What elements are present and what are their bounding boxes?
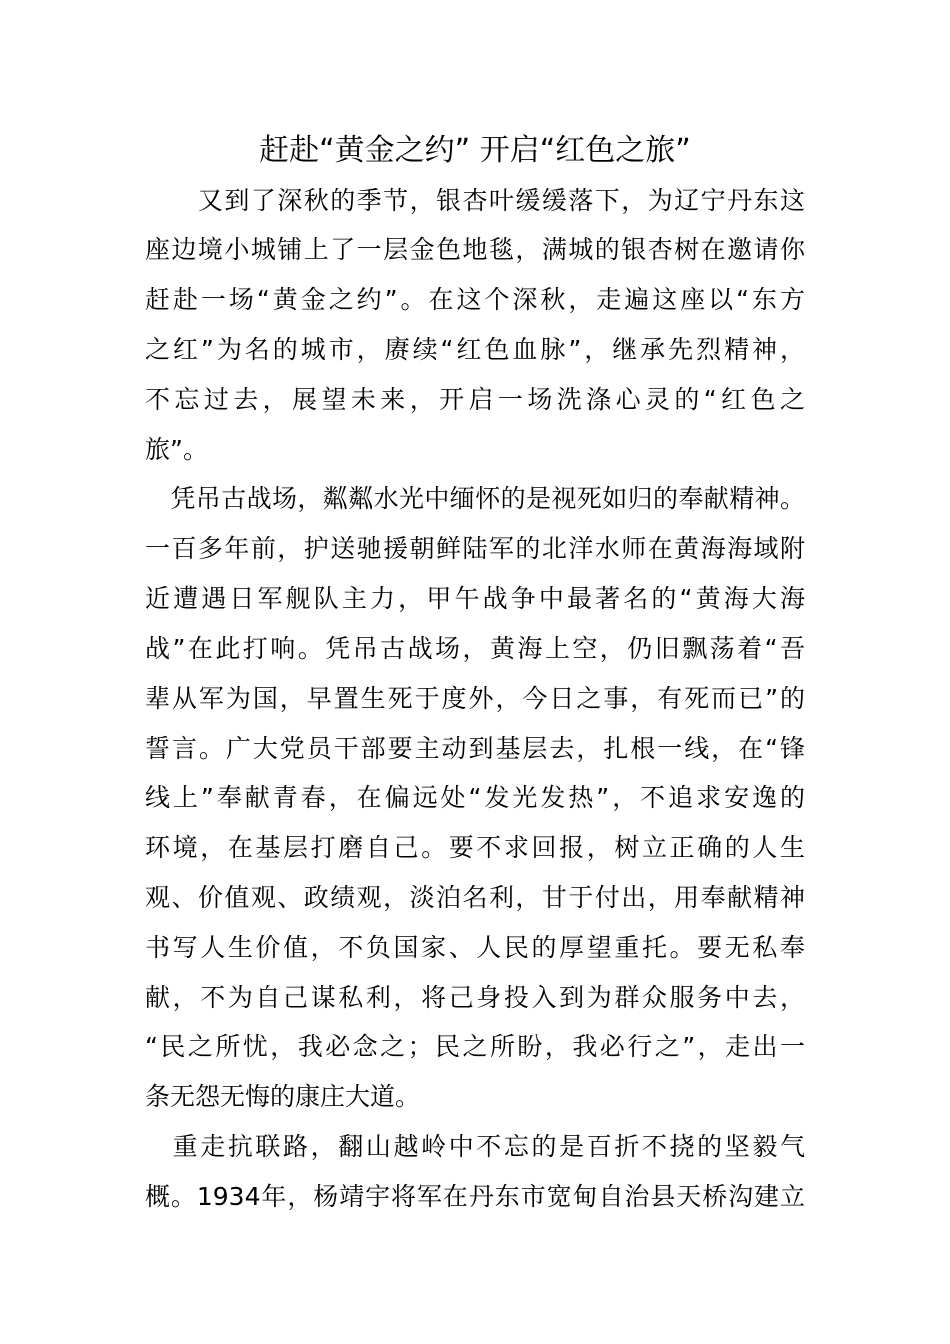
paragraph-2-line-3: 近遭遇日军舰队主力，甲午战争中最著名的“黄海大海 — [145, 584, 805, 613]
paragraph-2-line-11: 献，不为自己谋私利，将己身投入到为群众服务中去， — [145, 983, 805, 1012]
paragraph-2-line-6: 誓言。广大党员干部要主动到基层去，扎根一线，在“锋 — [145, 734, 805, 763]
paragraph-2-line-10: 书写人生价值，不负国家、人民的厚望重托。要无私奉 — [145, 933, 805, 962]
paragraph-2-line-7: 线上”奉献青春，在偏远处“发光发热”，不追求安逸的 — [145, 783, 805, 812]
paragraph-1-line-4: 之红”为名的城市，赓续“红色血脉”，继承先烈精神， — [145, 335, 805, 364]
paragraph-2-line-4: 战”在此打响。凭吊古战场，黄海上空，仍旧飘荡着“吾 — [145, 634, 805, 663]
paragraph-2-line-2: 一百多年前，护送驰援朝鲜陆军的北洋水师在黄海海域附 — [145, 534, 805, 563]
paragraph-2-line-12: “民之所忧，我必念之；民之所盼，我必行之”，走出一 — [145, 1032, 805, 1061]
paragraph-2-line-13: 条无怨无悔的康庄大道。 — [145, 1082, 421, 1111]
paragraph-3-line-2: 概。1934年，杨靖宇将军在丹东市宽甸自治县天桥沟建立 — [145, 1182, 805, 1211]
paragraph-3-line-1: 重走抗联路，翻山越岭中不忘的是百折不挠的坚毅气 — [145, 1132, 805, 1161]
paragraph-2-line-5: 辈从军为国，早置生死于度外，今日之事，有死而已”的 — [145, 684, 805, 713]
paragraph-1-line-2: 座边境小城铺上了一层金色地毯，满城的银杏树在邀请你 — [145, 235, 805, 264]
paragraph-1-line-1: 又到了深秋的季节，银杏叶缓缓落下，为辽宁丹东这 — [145, 186, 805, 215]
paragraph-2-line-8: 环境，在基层打磨自己。要不求回报，树立正确的人生 — [145, 833, 805, 862]
document-title: 赶赴“黄金之约” 开启“红色之旅” — [259, 133, 691, 168]
paragraph-1-line-3: 赶赴一场“黄金之约”。在这个深秋，走遍这座以“东方 — [145, 285, 805, 314]
paragraph-1-line-6: 旅”。 — [145, 435, 208, 464]
paragraph-2-line-9: 观、价值观、政绩观，淡泊名利，甘于付出，用奉献精神 — [145, 883, 805, 912]
paragraph-2-line-1: 凭吊古战场，粼粼水光中缅怀的是视死如归的奉献精神。 — [145, 484, 805, 513]
paragraph-1-line-5: 不忘过去，展望未来，开启一场洗涤心灵的“红色之 — [145, 385, 805, 414]
